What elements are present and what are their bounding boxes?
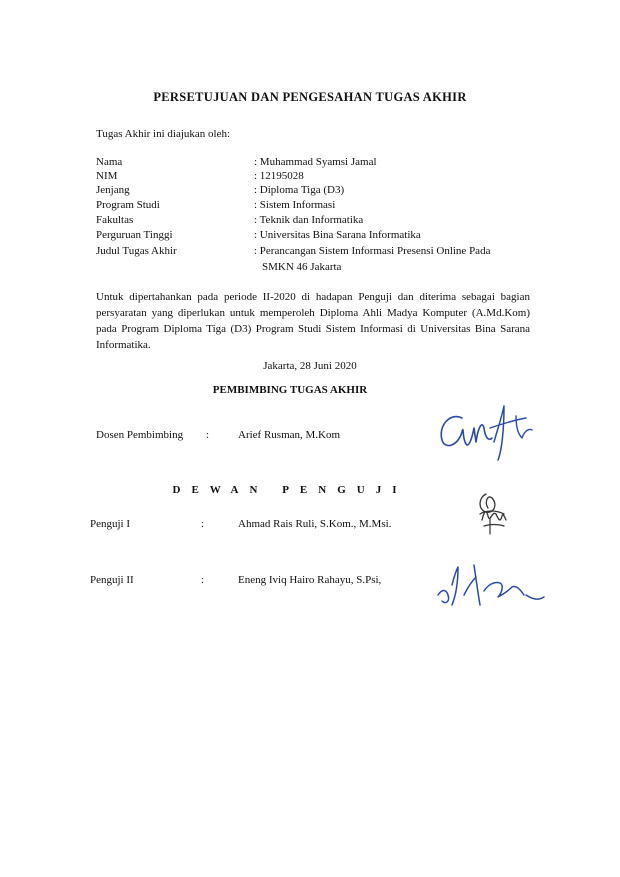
- penguji-2-signature: [428, 555, 550, 617]
- field-value-fakultas: : Teknik dan Informatika: [254, 214, 364, 226]
- field-value-judul: : Perancangan Sistem Informasi Presensi Online Pada: [254, 245, 491, 257]
- penguji-1-colon: :: [201, 518, 205, 530]
- pembimbing-name: Arief Rusman, M.Kom: [238, 429, 341, 441]
- penguji-heading: DEWAN PENGUJI: [172, 484, 408, 496]
- pembimbing-signature: [432, 398, 538, 462]
- field-value-nim: : 12195028: [254, 170, 304, 182]
- field-label-jenjang: Jenjang: [96, 184, 130, 196]
- field-label-nim: NIM: [96, 170, 118, 182]
- field-label-nama: Nama: [96, 156, 123, 168]
- field-value-nama: : Muhammad Syamsi Jamal: [254, 156, 377, 168]
- intro-text: Tugas Akhir ini diajukan oleh:: [96, 128, 231, 140]
- penguji-2-colon: :: [201, 574, 205, 586]
- penguji-2-label: Penguji II: [90, 574, 134, 586]
- penguji-1-name: Ahmad Rais Ruli, S.Kom., M.Msi.: [238, 518, 392, 530]
- field-value-program-studi: : Sistem Informasi: [254, 199, 336, 211]
- field-label-perguruan-tinggi: Perguruan Tinggi: [96, 229, 173, 241]
- penguji-1-label: Penguji I: [90, 518, 131, 530]
- purpose-paragraph: Untuk dipertahankan pada periode II-2020 di hadapan Penguji dan diterima sebagai bagian persyaratan yang diperlukan untuk memperoleh Diploma Ahli Madya Komputer (A.Md.Kom) pada Program Diploma Tiga (D3) Program Studi Sistem Informasi di Universitas Bina Sarana Informatika.: [96, 291, 530, 351]
- pembimbing-heading: PEMBIMBING TUGAS AKHIR: [212, 384, 368, 396]
- field-label-fakultas: Fakultas: [96, 214, 134, 226]
- penguji-2-name: Eneng Iviq Hairo Rahayu, S.Psi,: [238, 574, 382, 586]
- field-value-judul-cont: SMKN 46 Jakarta: [262, 261, 342, 273]
- pembimbing-colon: :: [206, 429, 210, 441]
- field-label-program-studi: Program Studi: [96, 199, 160, 211]
- pembimbing-label: Dosen Pembimbing: [96, 429, 184, 441]
- document-title: PERSETUJUAN DAN PENGESAHAN TUGAS AKHIR: [153, 90, 467, 104]
- field-label-judul: Judul Tugas Akhir: [96, 245, 177, 257]
- place-date: Jakarta, 28 Juni 2020: [263, 360, 357, 372]
- field-value-jenjang: : Diploma Tiga (D3): [254, 184, 345, 196]
- field-value-perguruan-tinggi: : Universitas Bina Sarana Informatika: [254, 229, 421, 241]
- penguji-1-signature: [472, 490, 512, 536]
